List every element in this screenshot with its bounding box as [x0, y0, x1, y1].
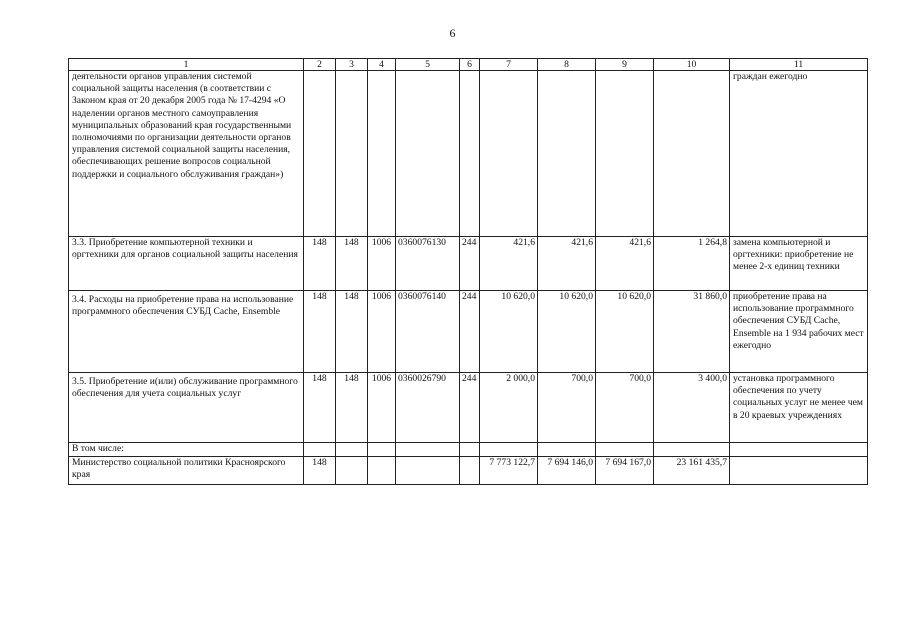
cell-rz: 148 — [336, 291, 368, 373]
cell-grbs: 148 — [304, 457, 336, 485]
cell-vr — [460, 457, 480, 485]
cell-amount-total: 23 161 435,7 — [654, 457, 730, 485]
col-header-9: 9 — [596, 59, 654, 71]
col-header-11: 11 — [730, 59, 868, 71]
cell-vr — [460, 71, 480, 237]
cell-amount-year2: 700,0 — [538, 373, 596, 443]
cell-amount-year1: 2 000,0 — [480, 373, 538, 443]
cell-vr: 244 — [460, 291, 480, 373]
cell-amount-year1: 421,6 — [480, 237, 538, 291]
cell-amount-total: 3 400,0 — [654, 373, 730, 443]
cell-rz — [336, 71, 368, 237]
cell-amount-year1 — [480, 71, 538, 237]
cell-grbs — [304, 443, 336, 457]
cell-pr: 1006 — [368, 291, 396, 373]
table-row-continuation — [69, 71, 868, 237]
cell-amount-year2: 10 620,0 — [538, 291, 596, 373]
cell-rz: 148 — [336, 373, 368, 443]
cell-vr — [460, 443, 480, 457]
activity-description: 3.3. Приобретение компьютерной техники и оргтехники для органов социальной защиты населения — [69, 237, 304, 291]
cell-amount-year2 — [538, 443, 596, 457]
cell-vr: 244 — [460, 237, 480, 291]
col-header-1: 1 — [69, 59, 304, 71]
table-row-ministry — [69, 457, 868, 485]
cell-amount-total — [654, 443, 730, 457]
expected-result — [730, 457, 868, 485]
col-header-10: 10 — [654, 59, 730, 71]
expected-result: граждан ежегодно — [730, 71, 868, 237]
cell-csr — [396, 457, 460, 485]
cell-csr: 0360076130 — [396, 237, 460, 291]
col-header-5: 5 — [396, 59, 460, 71]
expected-result: приобретение права на использование программного обеспечения СУБД Cache, Ensemble на 1 934 рабочих мест ежегодно — [730, 291, 868, 373]
cell-amount-year2 — [538, 71, 596, 237]
table-row-including — [69, 443, 868, 457]
cell-csr — [396, 443, 460, 457]
col-header-4: 4 — [368, 59, 396, 71]
cell-pr — [368, 71, 396, 237]
cell-vr: 244 — [460, 373, 480, 443]
cell-pr: 1006 — [368, 237, 396, 291]
activity-description: 3.5. Приобретение и(или) обслуживание программного обеспечения для учета социальных услуг — [69, 373, 304, 443]
cell-amount-year1: 7 773 122,7 — [480, 457, 538, 485]
cell-amount-year1 — [480, 443, 538, 457]
page-number: 6 — [449, 26, 456, 40]
cell-csr: 0360026790 — [396, 373, 460, 443]
expected-result: замена компьютерной и оргтехники: приобретение не менее 2-х единиц техники — [730, 237, 868, 291]
ministry-name: Министерство социальной политики Красноярского края — [69, 457, 304, 485]
cell-amount-year3 — [596, 71, 654, 237]
col-header-7: 7 — [480, 59, 538, 71]
cell-rz — [336, 457, 368, 485]
cell-rz: 148 — [336, 237, 368, 291]
cell-amount-year3: 700,0 — [596, 373, 654, 443]
cell-rz — [336, 443, 368, 457]
cell-grbs: 148 — [304, 237, 336, 291]
program-activities-table — [68, 58, 868, 485]
table-row-3-3 — [69, 237, 868, 291]
cell-csr: 0360076140 — [396, 291, 460, 373]
cell-grbs: 148 — [304, 291, 336, 373]
cell-amount-year3: 10 620,0 — [596, 291, 654, 373]
cell-pr: 1006 — [368, 373, 396, 443]
cell-grbs: 148 — [304, 373, 336, 443]
cell-amount-total: 31 860,0 — [654, 291, 730, 373]
cell-amount-year2: 421,6 — [538, 237, 596, 291]
expected-result: установка программного обеспечения по учету социальных услуг не менее чем в 20 краевых учреждениях — [730, 373, 868, 443]
table-row-3-5 — [69, 373, 868, 443]
cell-amount-year3: 7 694 167,0 — [596, 457, 654, 485]
column-number-header-row — [69, 59, 868, 71]
table-row-3-4 — [69, 291, 868, 373]
cell-amount-year3: 421,6 — [596, 237, 654, 291]
cell-amount-total — [654, 71, 730, 237]
cell-amount-year3 — [596, 443, 654, 457]
col-header-3: 3 — [336, 59, 368, 71]
col-header-8: 8 — [538, 59, 596, 71]
activity-description: 3.4. Расходы на приобретение права на использование программного обеспечения СУБД Cache, Ensemble — [69, 291, 304, 373]
cell-pr — [368, 457, 396, 485]
col-header-2: 2 — [304, 59, 336, 71]
activity-description: деятельности органов управления системой социальной защиты населения (в соответствии с Законом края от 20 декабря 2005 года № 17-4294 «О наделении органов местного самоуправления муниципальных образований края государственными полномочиями по организации деятельности органов управления системой социальной защиты населения, обеспечивающих решение вопросов социальной поддержки и социального обслуживания граждан») — [69, 71, 304, 237]
including-label: В том числе: — [69, 443, 304, 457]
cell-grbs — [304, 71, 336, 237]
cell-pr — [368, 443, 396, 457]
cell-csr — [396, 71, 460, 237]
col-header-6: 6 — [460, 59, 480, 71]
expected-result — [730, 443, 868, 457]
cell-amount-year1: 10 620,0 — [480, 291, 538, 373]
cell-amount-year2: 7 694 146,0 — [538, 457, 596, 485]
cell-amount-total: 1 264,8 — [654, 237, 730, 291]
